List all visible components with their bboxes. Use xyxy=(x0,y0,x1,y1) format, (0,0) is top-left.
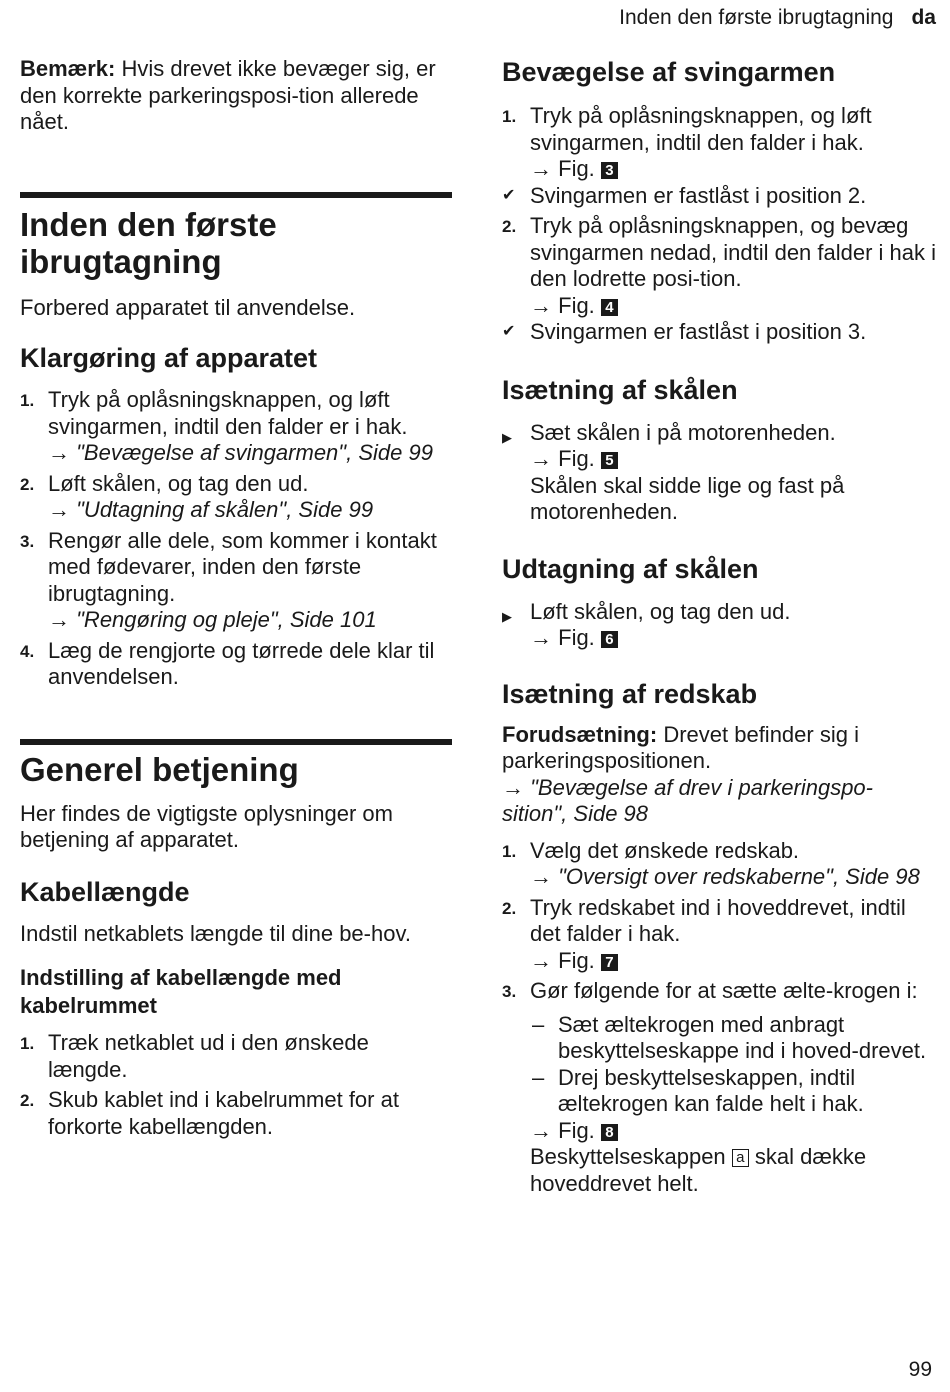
step-item xyxy=(20,528,452,634)
note-paragraph xyxy=(20,56,452,136)
dash-bullet: – xyxy=(532,1011,545,1037)
result-item xyxy=(502,183,938,210)
step-item xyxy=(502,895,938,975)
action-text: Løft skålen, og tag den ud. xyxy=(530,598,791,624)
cable-steps xyxy=(20,1030,452,1140)
action-item xyxy=(502,420,938,526)
final-note-text: skal dække hoveddrevet helt. xyxy=(530,1144,867,1196)
header-title: Inden den første ibrugtagning xyxy=(619,6,894,29)
arrow-right-icon: → xyxy=(48,497,70,522)
step-text: Rengør alle dele, som kommer i kontakt med fødevarer, inden den første ibrugtagning. xyxy=(48,527,437,606)
cross-reference-text: "Oversigt over redskaberne", Side 98 xyxy=(558,864,920,889)
arrow-right-icon: → xyxy=(502,774,524,800)
step-number: 1. xyxy=(502,107,517,126)
cross-reference xyxy=(502,775,938,828)
figure-reference xyxy=(530,1118,938,1145)
step-number: 3. xyxy=(20,531,35,551)
preparation-steps xyxy=(20,387,452,691)
cross-reference xyxy=(48,440,452,467)
step-item xyxy=(20,638,452,691)
figure-reference xyxy=(530,948,938,975)
cross-reference xyxy=(48,607,452,634)
step-text: Tryk på oplåsningsknappen, og løft svingarmen, indtil den falder i hak. xyxy=(530,103,872,155)
checkmark-icon: ✔ xyxy=(502,186,516,204)
step-item xyxy=(20,1030,452,1083)
prerequisite-paragraph xyxy=(502,722,938,775)
subsection-title-insert-tool: Isætning af redskab xyxy=(502,678,758,709)
cross-reference xyxy=(48,497,452,524)
arrow-right-icon: → xyxy=(48,607,70,632)
step-text: Gør følgende for at sætte ælte-krogen i: xyxy=(530,978,918,1003)
arrow-right-icon: → xyxy=(530,292,552,318)
tool-steps xyxy=(502,838,938,1198)
final-note xyxy=(530,1144,938,1197)
step-item xyxy=(20,1087,452,1140)
triangle-bullet-icon: ▶ xyxy=(502,608,512,624)
step-number: 4. xyxy=(20,641,35,661)
figure-number-badge: 4 xyxy=(601,299,618,316)
step-text: Læg de rengjorte og tørrede dele klar til anvendelsen. xyxy=(48,637,435,689)
sub-step-text: Drej beskyttelseskappen, indtil æltekrogen kan falde helt i hak. xyxy=(558,1064,864,1116)
figure-number-badge: 6 xyxy=(601,631,618,648)
cross-reference-text: "Bevægelse af drev i parkeringspo-sition", Side 98 xyxy=(502,774,873,826)
step-number: 1. xyxy=(20,391,35,410)
final-note-text: Beskyttelseskappen xyxy=(530,1144,732,1169)
subsection-title-preparation: Klargøring af apparatet xyxy=(20,343,318,373)
figure-prefix: Fig. xyxy=(558,1117,595,1143)
note-text: Hvis drevet ikke bevæger sig, er den korrekte parkeringsposi-tion allerede nået. xyxy=(20,56,436,134)
figure-number-badge: 8 xyxy=(601,1124,618,1141)
step-number: 2. xyxy=(20,1091,35,1110)
figure-number-badge: 7 xyxy=(601,954,618,971)
note-label: Bemærk: xyxy=(20,56,116,81)
step-text: Tryk redskabet ind i hoveddrevet, indtil det falder i hak. xyxy=(530,894,906,946)
part-label-badge: a xyxy=(732,1149,749,1167)
arrow-right-icon: → xyxy=(530,625,552,650)
section-rule xyxy=(20,192,452,198)
step-item xyxy=(502,978,938,1197)
prerequisite-text: Drevet befinder sig i parkeringspositionen. xyxy=(502,721,859,773)
figure-prefix: Fig. xyxy=(558,446,595,471)
running-header xyxy=(619,6,936,30)
cross-reference-text: "Udtagning af skålen", Side 99 xyxy=(76,497,374,522)
section-title-first-use: Inden den første ibrugtagning xyxy=(20,205,277,280)
arm-steps xyxy=(502,103,938,346)
result-text: Svingarmen er fastlåst i position 3. xyxy=(530,319,867,344)
figure-reference xyxy=(530,446,938,473)
arrow-right-icon: → xyxy=(48,440,70,465)
subsection-title-insert-bowl: Isætning af skålen xyxy=(502,374,738,405)
figure-reference xyxy=(530,156,938,183)
step-text: Træk netkablet ud i den ønskede længde. xyxy=(48,1030,369,1082)
sub-step-text: Sæt æltekrogen med anbragt beskyttelseskappe ind i hoved-drevet. xyxy=(558,1011,927,1063)
step-item xyxy=(502,213,938,319)
subsection-title-cable-length: Kabellængde xyxy=(20,876,190,907)
arrow-right-icon: → xyxy=(530,1117,552,1143)
figure-reference xyxy=(530,625,938,652)
section-rule xyxy=(20,739,452,745)
figure-prefix: Fig. xyxy=(558,156,595,181)
step-text: Skub kablet ind i kabelrummet for at forkorte kabellængden. xyxy=(48,1087,399,1139)
figure-number-badge: 5 xyxy=(601,452,618,469)
section-intro: Her findes de vigtigste oplysninger om betjening af apparatet. xyxy=(20,800,393,852)
step-item xyxy=(502,838,938,891)
right-column xyxy=(502,56,938,1197)
section-intro: Forbered apparatet til anvendelse. xyxy=(20,294,356,320)
step-number: 3. xyxy=(502,982,517,1001)
step-number: 2. xyxy=(502,898,517,918)
step-text: Tryk på oplåsningsknappen, og løft svingarmen, indtil den falder er i hak. xyxy=(48,387,408,439)
step-number: 1. xyxy=(502,841,517,861)
checkmark-icon: ✔ xyxy=(502,323,516,340)
subsection-title-remove-bowl: Udtagning af skålen xyxy=(502,553,759,584)
step-item xyxy=(502,103,938,183)
subheading-cable-storage: Indstilling af kabellængde med kabelrummet xyxy=(20,965,342,1018)
arrow-right-icon: → xyxy=(530,446,552,471)
result-text: Svingarmen er fastlåst i position 2. xyxy=(530,182,867,208)
prerequisite-label: Forudsætning: xyxy=(502,721,658,747)
cross-reference-text: "Bevægelse af svingarmen", Side 99 xyxy=(76,440,433,465)
figure-reference xyxy=(530,293,938,320)
arrow-right-icon: → xyxy=(530,947,552,973)
action-item xyxy=(502,599,938,652)
figure-number-badge: 3 xyxy=(601,162,618,179)
step-item xyxy=(20,387,452,467)
left-column xyxy=(20,56,452,1140)
arrow-right-icon: → xyxy=(530,156,552,181)
step-text: Tryk på oplåsningsknappen, og bevæg svingarmen nedad, indtil den falder i hak i den lodrette posi-tion. xyxy=(530,213,937,291)
section-title-general-operation: Generel betjening xyxy=(20,750,299,788)
page-number: 99 xyxy=(908,1358,932,1381)
figure-prefix: Fig. xyxy=(558,947,595,973)
step-number: 2. xyxy=(20,474,35,494)
sub-step xyxy=(530,1012,938,1065)
result-item xyxy=(502,319,938,346)
step-text: Vælg det ønskede redskab. xyxy=(530,837,800,863)
step-item xyxy=(20,471,452,524)
figure-prefix: Fig. xyxy=(558,292,595,318)
cross-reference xyxy=(530,864,938,891)
action-text: Sæt skålen i på motorenheden. xyxy=(530,419,836,445)
sub-step xyxy=(530,1065,938,1118)
subsection-intro: Indstil netkablets længde til dine be-hov. xyxy=(20,920,411,946)
dash-bullet: – xyxy=(532,1064,545,1090)
step-number: 1. xyxy=(20,1034,35,1053)
step-number: 2. xyxy=(502,217,517,236)
cross-reference-text: "Rengøring og pleje", Side 101 xyxy=(76,607,377,632)
arrow-right-icon: → xyxy=(530,864,552,889)
language-code: da xyxy=(911,6,936,29)
action-note: Skålen skal sidde lige og fast på motorenheden. xyxy=(530,472,845,524)
subsection-title-arm-movement: Bevægelse af svingarmen xyxy=(502,57,836,87)
figure-prefix: Fig. xyxy=(558,625,595,650)
triangle-bullet-icon: ▶ xyxy=(502,429,512,445)
step-text: Løft skålen, og tag den ud. xyxy=(48,470,309,496)
